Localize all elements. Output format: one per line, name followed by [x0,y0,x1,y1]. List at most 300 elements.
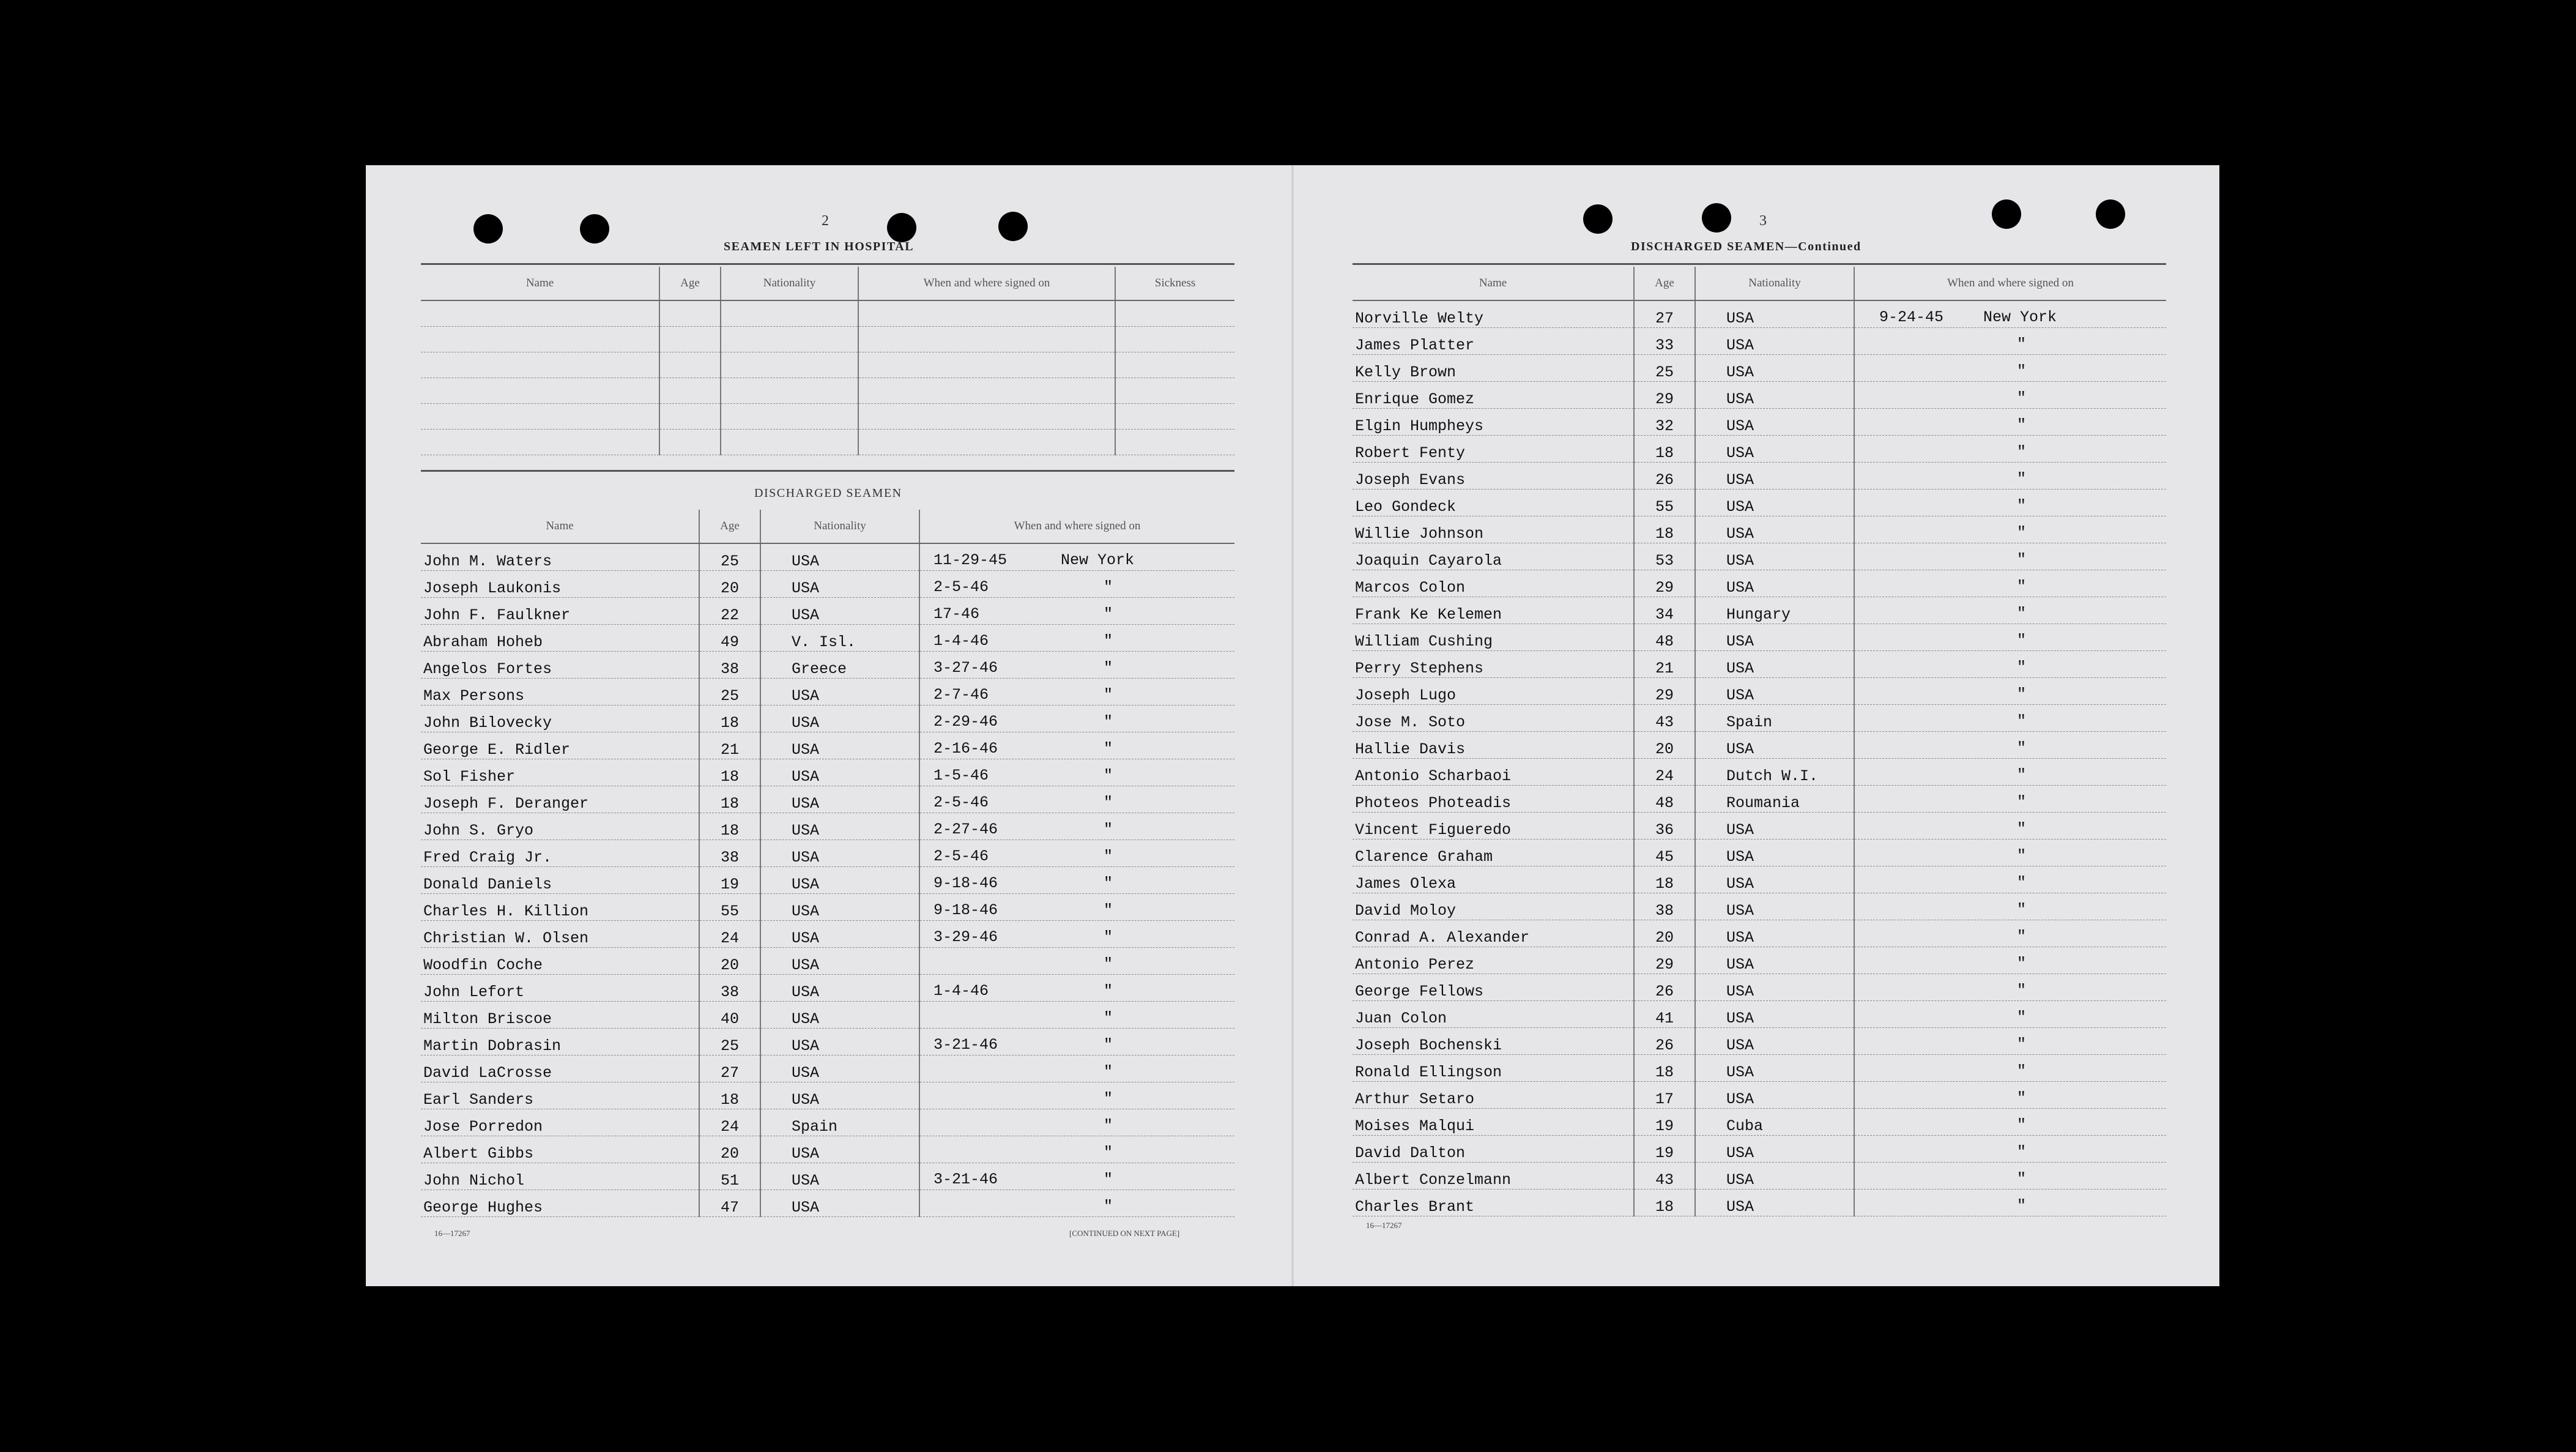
seaman-nationality: USA [1695,624,1854,650]
seaman-age: 17 [1634,1081,1695,1108]
signed-on-date: 9-18-46 [934,901,998,919]
seaman-age: 25 [1634,354,1695,381]
blank-row [421,326,1234,352]
seaman-name: Elgin Humpheys [1353,408,1634,435]
seaman-nationality: USA [1695,408,1854,435]
seaman-age: 20 [699,570,760,597]
signed-on-date: 3-29-46 [934,928,998,946]
column-header: Age [659,267,721,300]
signed-on-place: " [1104,685,1113,704]
blank-cell [1115,378,1234,403]
signed-on-place: " [2017,1062,2027,1080]
seaman-name: Leo Gondeck [1353,489,1634,516]
table-row [1353,435,2166,462]
table-row [1353,920,2166,947]
table-row [1353,947,2166,974]
seaman-nationality: USA [1695,1027,1854,1054]
signed-on-cell [1854,597,2166,624]
signed-on-date: 1-4-46 [934,981,989,1000]
signed-on-place: " [1104,874,1113,892]
signed-on-cell [1854,327,2166,354]
document-sheet [366,165,2219,1286]
signed-on-cell [919,1163,1234,1190]
table-row [1353,650,2166,677]
signed-on-place: " [2017,415,2027,434]
seaman-name: Perry Stephens [1353,650,1634,677]
seaman-name: Joseph Laukonis [421,570,699,597]
signed-on-cell [1854,543,2166,570]
seaman-nationality: USA [760,759,919,786]
seaman-name: Milton Briscoe [421,1001,699,1028]
table-row [1353,893,2166,920]
seaman-name: Juan Colon [1353,1000,1634,1027]
signed-on-cell [1854,300,2166,327]
seaman-age: 18 [1634,1054,1695,1081]
seaman-nationality: V. Isl. [760,624,919,651]
seaman-age: 43 [1634,1162,1695,1189]
table-row [1353,866,2166,893]
seaman-age: 38 [699,651,760,678]
signed-on-place: " [2017,496,2027,515]
seaman-name: Willie Johnson [1353,516,1634,543]
signed-on-date: 9-24-45 [1879,308,1944,326]
seaman-age: 21 [1634,650,1695,677]
seaman-age: 25 [699,1028,760,1055]
signed-on-place: " [2017,335,2027,353]
seaman-nationality: USA [760,678,919,705]
seaman-nationality: Spain [1695,704,1854,731]
seaman-nationality: USA [1695,381,1854,408]
seaman-age: 20 [1634,731,1695,758]
table-row [1353,812,2166,839]
column-header: Nationality [721,267,858,300]
seaman-name: John S. Gryo [421,813,699,840]
signed-on-place: " [2017,631,2027,649]
seaman-nationality: USA [760,974,919,1001]
signed-on-place: " [2017,712,2027,730]
seaman-name: Vincent Figueredo [1353,812,1634,839]
seaman-nationality: USA [1695,327,1854,354]
header-row [421,510,1234,543]
seaman-nationality: USA [760,1082,919,1109]
seaman-age: 55 [1634,489,1695,516]
signed-on-cell [1854,893,2166,920]
column-header: Sickness [1115,267,1234,300]
seaman-nationality: USA [760,1163,919,1190]
seaman-age: 19 [699,866,760,893]
table-row [1353,516,2166,543]
seaman-nationality: USA [760,840,919,866]
table-row [421,543,1234,570]
table-row [1353,489,2166,516]
seaman-name: Antonio Perez [1353,947,1634,974]
signed-on-place: " [2017,1089,2027,1107]
table-row [421,893,1234,920]
signed-on-date: 2-29-46 [934,712,998,731]
table-row [1353,731,2166,758]
table-row [1353,354,2166,381]
blank-cell [659,403,721,429]
seaman-age: 24 [1634,758,1695,785]
signed-on-place: " [1104,1089,1113,1108]
seaman-name: George Hughes [421,1190,699,1216]
signed-on-cell [919,597,1234,624]
seaman-name: Ronald Ellingson [1353,1054,1634,1081]
seaman-nationality: USA [760,570,919,597]
blank-cell [421,378,659,403]
hospital-bottom-rule [421,470,1234,472]
signed-on-place: " [2017,1008,2027,1026]
seaman-name: George E. Ridler [421,732,699,759]
signed-on-date: 2-5-46 [934,793,989,811]
signed-on-cell [1854,354,2166,381]
signed-on-cell [919,1136,1234,1163]
seaman-nationality: USA [760,1055,919,1082]
signed-on-place: " [1104,820,1113,838]
page-fold [1291,165,1294,1286]
blank-cell [1115,429,1234,455]
seaman-nationality: USA [1695,435,1854,462]
signed-on-cell [919,570,1234,597]
seaman-age: 29 [1634,947,1695,974]
blank-cell [721,429,858,455]
seaman-name: Fred Craig Jr. [421,840,699,866]
signed-on-cell [919,678,1234,705]
seaman-name: Joseph Evans [1353,462,1634,489]
blank-cell [858,326,1115,352]
blank-cell [659,378,721,403]
column-header: Name [1353,267,1634,300]
signed-on-place: " [1104,712,1113,731]
signed-on-place: New York [1061,551,1135,569]
blank-cell [659,352,721,378]
table-row [421,920,1234,947]
signed-on-date: 9-18-46 [934,874,998,892]
signed-on-cell [1854,866,2166,893]
table-row [421,840,1234,866]
seaman-nationality: USA [760,705,919,732]
signed-on-place: " [2017,389,2027,407]
seaman-age: 38 [699,974,760,1001]
signed-on-place: " [2017,604,2027,622]
signed-on-place: " [1104,981,1113,1000]
signed-on-place: " [1104,766,1113,784]
seaman-nationality: USA [1695,1189,1854,1216]
signed-on-place: " [1104,1062,1113,1081]
seaman-age: 19 [1634,1108,1695,1135]
seaman-age: 20 [1634,920,1695,947]
signed-on-cell [1854,1027,2166,1054]
seaman-age: 18 [699,786,760,813]
signed-on-cell [1854,462,2166,489]
continued-note: [CONTINUED ON NEXT PAGE] [1069,1229,1180,1238]
seaman-nationality: USA [1695,1054,1854,1081]
seaman-name: Sol Fisher [421,759,699,786]
seaman-nationality: USA [1695,300,1854,327]
seaman-age: 51 [699,1163,760,1190]
signed-on-cell [1854,974,2166,1000]
signed-on-cell [1854,1081,2166,1108]
page-number: 3 [1759,213,1767,229]
signed-on-cell [1854,785,2166,812]
seaman-name: Norville Welty [1353,300,1634,327]
signed-on-cell [1854,947,2166,974]
seaman-nationality: USA [760,813,919,840]
signed-on-place: " [1104,901,1113,919]
signed-on-date: 1-4-46 [934,631,989,650]
signed-on-place: " [2017,1035,2027,1053]
seaman-nationality: USA [1695,516,1854,543]
seaman-nationality: Spain [760,1109,919,1136]
table-row [1353,597,2166,624]
seaman-nationality: USA [1695,677,1854,704]
signed-on-cell [1854,624,2166,650]
seaman-name: Woodfin Coche [421,947,699,974]
signed-on-place: " [2017,469,2027,488]
seaman-name: Arthur Setaro [1353,1081,1634,1108]
blank-cell [721,300,858,326]
seaman-nationality: USA [1695,462,1854,489]
column-header: Age [699,510,760,543]
signed-on-date: 1-5-46 [934,766,989,784]
signed-on-date: 17-46 [934,605,980,623]
seaman-name: Earl Sanders [421,1082,699,1109]
table-row [421,651,1234,678]
signed-on-place: " [2017,846,2027,865]
hospital-table [421,267,1234,455]
signed-on-place: " [2017,658,2027,676]
signed-on-place: " [2017,362,2027,380]
seaman-nationality: USA [1695,650,1854,677]
column-header: Nationality [760,510,919,543]
table-row [421,732,1234,759]
seaman-age: 18 [1634,866,1695,893]
seaman-name: Max Persons [421,678,699,705]
blank-cell [1115,300,1234,326]
signed-on-cell [919,893,1234,920]
seaman-age: 25 [699,543,760,570]
seaman-name: Joseph Lugo [1353,677,1634,704]
signed-on-cell [919,1082,1234,1109]
column-header: When and where signed on [919,510,1234,543]
seaman-age: 18 [699,705,760,732]
table-row [1353,300,2166,327]
seaman-name: Angelos Fortes [421,651,699,678]
seaman-nationality: USA [1695,354,1854,381]
blank-row [421,300,1234,326]
seaman-age: 36 [1634,812,1695,839]
signed-on-place: " [1104,793,1113,811]
seaman-nationality: USA [1695,812,1854,839]
blank-row [421,352,1234,378]
seaman-nationality: USA [760,893,919,920]
seaman-name: David LaCrosse [421,1055,699,1082]
signed-on-cell [1854,1000,2166,1027]
blank-cell [858,403,1115,429]
signed-on-cell [1854,1189,2166,1216]
signed-on-date: 3-21-46 [934,1170,998,1188]
signed-on-place: " [1104,1035,1113,1054]
blank-cell [858,300,1115,326]
seaman-age: 20 [699,1136,760,1163]
seaman-age: 18 [699,759,760,786]
seaman-age: 55 [699,893,760,920]
signed-on-place: New York [1983,308,2057,326]
blank-cell [1115,352,1234,378]
left-page [421,165,1234,1286]
blank-cell [421,300,659,326]
seaman-name: Joseph Bochenski [1353,1027,1634,1054]
blank-cell [721,352,858,378]
signed-on-place: " [1104,928,1113,946]
table-row [421,786,1234,813]
seaman-nationality: USA [1695,1135,1854,1162]
seaman-name: Albert Conzelmann [1353,1162,1634,1189]
signed-on-place: " [1104,847,1113,865]
column-header: Name [421,510,699,543]
seaman-age: 32 [1634,408,1695,435]
seaman-nationality: Roumania [1695,785,1854,812]
table-row [1353,1135,2166,1162]
page-number: 2 [822,213,829,229]
signed-on-place: " [2017,685,2027,703]
signed-on-cell [1854,1135,2166,1162]
blank-row [421,378,1234,403]
table-row [1353,974,2166,1000]
seaman-age: 18 [1634,516,1695,543]
column-header: When and where signed on [1854,267,2166,300]
seaman-name: John Lefort [421,974,699,1001]
hospital-section-title: SEAMEN LEFT IN HOSPITAL [724,240,915,253]
seaman-age: 20 [699,947,760,974]
seaman-nationality: USA [1695,731,1854,758]
top-rule [421,263,1234,265]
signed-on-cell [1854,381,2166,408]
seaman-age: 19 [1634,1135,1695,1162]
signed-on-cell [919,651,1234,678]
signed-on-cell [1854,839,2166,866]
seaman-age: 38 [1634,893,1695,920]
signed-on-date: 2-27-46 [934,820,998,838]
seaman-name: Charles Brant [1353,1189,1634,1216]
column-header: Name [421,267,659,300]
blank-cell [721,403,858,429]
signed-on-cell [919,759,1234,786]
signed-on-cell [919,920,1234,947]
seaman-age: 29 [1634,570,1695,597]
seaman-nationality: USA [1695,866,1854,893]
table-row [421,1136,1234,1163]
table-row [1353,758,2166,785]
seaman-nationality: USA [1695,893,1854,920]
seaman-age: 18 [699,1082,760,1109]
signed-on-cell [919,543,1234,570]
blank-cell [421,352,659,378]
table-row [1353,327,2166,354]
table-row [1353,1108,2166,1135]
signed-on-place: " [2017,577,2027,595]
seaman-age: 18 [1634,435,1695,462]
seaman-age: 22 [699,597,760,624]
seaman-age: 49 [699,624,760,651]
signed-on-date: 2-16-46 [934,739,998,758]
header-row [1353,267,2166,300]
signed-on-cell [1854,812,2166,839]
signed-on-cell [919,866,1234,893]
seaman-name: Marcos Colon [1353,570,1634,597]
seaman-name: Frank Ke Kelemen [1353,597,1634,624]
seaman-age: 38 [699,840,760,866]
table-row [421,866,1234,893]
table-row [1353,1189,2166,1216]
top-rule [1353,263,2166,265]
blank-cell [858,378,1115,403]
seaman-name: Abraham Hoheb [421,624,699,651]
column-header: Age [1634,267,1695,300]
seaman-name: Jose M. Soto [1353,704,1634,731]
seaman-name: David Dalton [1353,1135,1634,1162]
signed-on-place: " [2017,523,2027,542]
seaman-age: 40 [699,1001,760,1028]
seaman-age: 24 [699,1109,760,1136]
table-row [421,1082,1234,1109]
signed-on-cell [919,974,1234,1001]
seaman-age: 27 [1634,300,1695,327]
seaman-age: 24 [699,920,760,947]
signed-on-cell [919,840,1234,866]
seaman-nationality: Dutch W.I. [1695,758,1854,785]
discharged-table [421,510,1234,1217]
signed-on-cell [919,813,1234,840]
seaman-nationality: USA [1695,974,1854,1000]
seaman-name: David Moloy [1353,893,1634,920]
blank-cell [659,326,721,352]
seaman-nationality: USA [760,543,919,570]
seaman-name: Enrique Gomez [1353,381,1634,408]
signed-on-place: " [2017,1115,2027,1134]
table-row [421,705,1234,732]
signed-on-cell [1854,516,2166,543]
right-page [1353,165,2166,1286]
signed-on-place: " [1104,1116,1113,1134]
table-row [1353,624,2166,650]
seaman-nationality: USA [1695,543,1854,570]
seaman-name: John F. Faulkner [421,597,699,624]
seaman-name: Martin Dobrasin [421,1028,699,1055]
signed-on-cell [1854,435,2166,462]
seaman-name: Kelly Brown [1353,354,1634,381]
signed-on-cell [1854,1054,2166,1081]
signed-on-place: " [2017,550,2027,568]
signed-on-place: " [2017,981,2027,999]
signed-on-date: 3-27-46 [934,658,998,677]
column-header: Nationality [1695,267,1854,300]
signed-on-cell [1854,1108,2166,1135]
seaman-name: Conrad A. Alexander [1353,920,1634,947]
seaman-name: James Platter [1353,327,1634,354]
signed-on-cell [919,1055,1234,1082]
seaman-nationality: USA [760,1001,919,1028]
blank-cell [1115,403,1234,429]
seaman-age: 43 [1634,704,1695,731]
seaman-nationality: USA [760,597,919,624]
signed-on-place: " [1104,739,1113,758]
signed-on-place: " [2017,792,2027,811]
seaman-name: Moises Malqui [1353,1108,1634,1135]
table-row [1353,839,2166,866]
seaman-name: Joaquin Cayarola [1353,543,1634,570]
signed-on-cell [919,1109,1234,1136]
